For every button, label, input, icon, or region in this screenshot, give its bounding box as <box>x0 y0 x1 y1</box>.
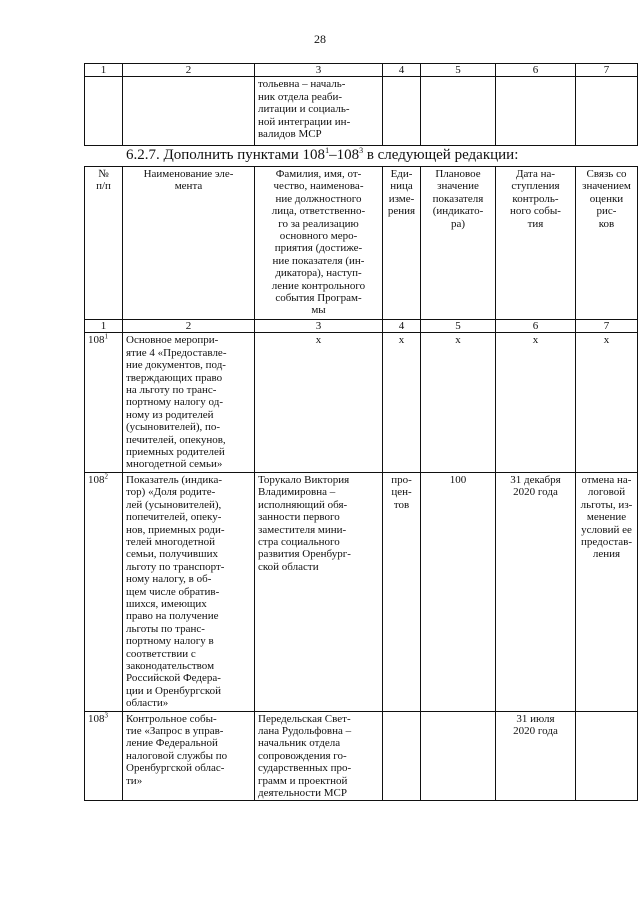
column-number: 2 <box>123 64 255 77</box>
column-header: Плановое значение показателя (индикато- ра) <box>421 167 496 320</box>
planned-value-cell <box>421 711 496 801</box>
header-row <box>85 167 638 320</box>
responsible-cell: х <box>255 333 383 472</box>
column-number-row <box>85 320 638 333</box>
row-number: $108^2$ <box>85 472 123 711</box>
risk-cell: х <box>576 333 638 472</box>
column-number: 5 <box>421 320 496 333</box>
page-number: 28 <box>314 32 326 46</box>
table-row <box>85 711 638 801</box>
column-header: Еди- ница изме- рения <box>383 167 421 320</box>
unit-cell: х <box>383 333 421 472</box>
date-cell: х <box>496 333 576 472</box>
column-number: 6 <box>496 320 576 333</box>
column-number: 5 <box>421 64 496 77</box>
column-header: Связь со значением оценки рис- ков <box>576 167 638 320</box>
column-header: Наименование эле- мента <box>123 167 255 320</box>
table-row <box>85 77 638 146</box>
continuation-cell: тольевна – началь- ник отдела реаби- литации и социаль- ной интеграции ин- валидов МСР <box>255 77 383 146</box>
column-number-row <box>85 64 638 77</box>
column-number: 6 <box>496 64 576 77</box>
responsible-cell: Передельская Свет- лана Рудольфовна – начальник отдела сопровождения го- сударственных про- грамм и проектной деятельности МСР <box>255 711 383 801</box>
element-name-cell: Показатель (индика- тор) «Доля родите- лей (усыновителей), попечителей, опеку- нов, приемных роди- телей многодетной семьи, получивших льготу по транспорт- ному налогу, в об- щем числе обратив- шихся, имеющих право на получение льготы по транс- портному налогу в соответствии с законодательством Российской Федера- ции и Оренбургской области» <box>123 472 255 711</box>
column-number: 7 <box>576 320 638 333</box>
element-name-cell: Контрольное собы- тие «Запрос в управ- ление Федеральной налоговой службы по Оренбургской облас- ти» <box>123 711 255 801</box>
planned-value-cell: 100 <box>421 472 496 711</box>
table-row <box>85 472 638 711</box>
column-number: 7 <box>576 64 638 77</box>
column-number: 4 <box>383 64 421 77</box>
column-number: 1 <box>85 64 123 77</box>
main-table <box>84 166 638 801</box>
column-number: 4 <box>383 320 421 333</box>
column-header: Фамилия, имя, от- чество, наименова- ние должностного лица, ответственно- го за реализацию основного меро- приятия (достиже- ние показателя (ин- дикатора), наступ- ление контрольного события Програм- мы <box>255 167 383 320</box>
element-name-cell: Основное меропри- ятие 4 «Предоставле- ние документов, под- тверждающих право на льготу по транс- портному налогу од- ному из родителей (усыновителей), по- печителей, опекунов, приемных родителей многодетной семьи» <box>123 333 255 472</box>
unit-cell: про- цен- тов <box>383 472 421 711</box>
column-header: № п/п <box>85 167 123 320</box>
column-number: 2 <box>123 320 255 333</box>
column-header: Дата на- ступления контроль- ного собы- тия <box>496 167 576 320</box>
unit-cell <box>383 711 421 801</box>
date-cell: 31 декабря 2020 года <box>496 472 576 711</box>
row-number: $108^1$ <box>85 333 123 472</box>
row-number: $108^3$ <box>85 711 123 801</box>
table-row <box>85 333 638 472</box>
planned-value-cell: х <box>421 333 496 472</box>
continuation-table <box>84 63 638 146</box>
section-heading: 6.2.7. Дополнить пунктами $108^1-108^3$ в следующей редакции: <box>126 146 519 163</box>
risk-cell: отмена на- логовой льготы, из- менение условий ее предостав- ления <box>576 472 638 711</box>
risk-cell <box>576 711 638 801</box>
responsible-cell: Торукало Виктория Владимировна – исполняющий обя- занности первого заместителя мини- стра социального развития Оренбург- ской области <box>255 472 383 711</box>
column-number: 3 <box>255 64 383 77</box>
column-number: 1 <box>85 320 123 333</box>
date-cell: 31 июля 2020 года <box>496 711 576 801</box>
column-number: 3 <box>255 320 383 333</box>
